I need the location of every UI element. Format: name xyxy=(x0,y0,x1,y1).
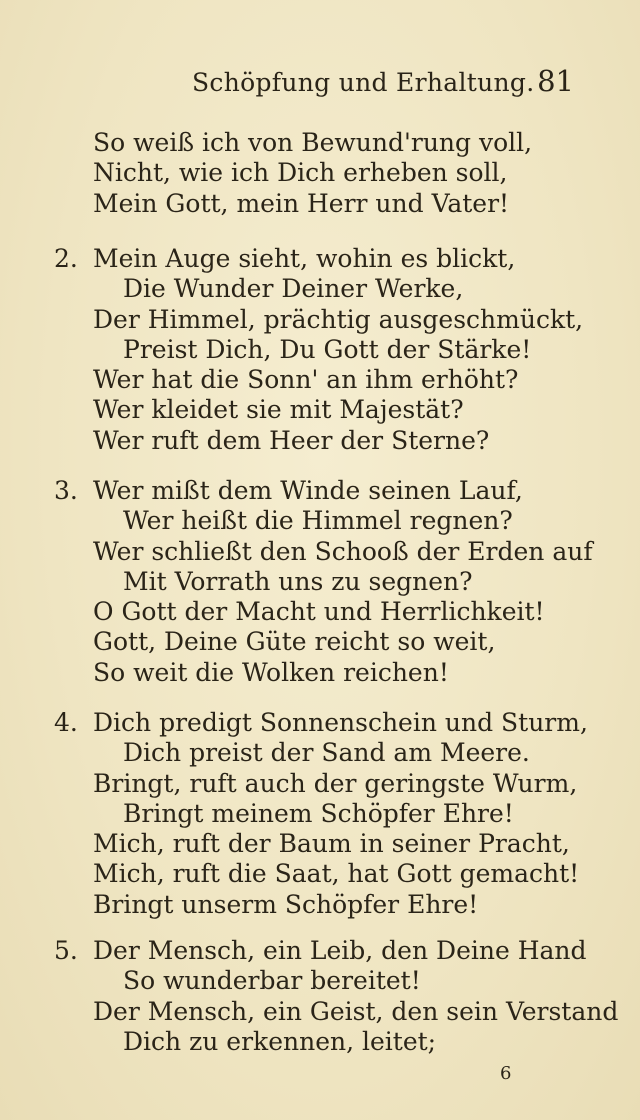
verse-line: Nicht, wie ich Dich erheben soll, xyxy=(93,158,508,188)
stanza-number: 4. xyxy=(54,708,78,737)
verse-line: Bringt unserm Schöpfer Ehre! xyxy=(93,889,479,919)
verse-line: Preist Dich, Du Gott der Stärke! xyxy=(123,334,532,364)
page-number: 81 xyxy=(537,64,574,98)
verse-line: 3. Wer mißt dem Winde seinen Lauf, xyxy=(54,476,523,505)
verse-line: O Gott der Macht und Herrlichkeit! xyxy=(93,597,545,627)
stanza-4 xyxy=(0,708,640,920)
stanza-number: 3. xyxy=(54,476,78,505)
stanza-3 xyxy=(0,476,640,688)
verse-line: So weiß ich von Bewund'rung voll, xyxy=(93,128,533,157)
verse-line: Wer kleidet sie mit Majestät? xyxy=(93,395,464,425)
verse-line: Der Mensch, ein Geist, den sein Verstand xyxy=(93,996,619,1026)
verse-line: Bringt meinem Schöpfer Ehre! xyxy=(123,798,514,828)
stanza-5 xyxy=(0,936,640,1057)
signature-mark: 6 xyxy=(500,1063,512,1084)
stanza-2 xyxy=(0,244,640,456)
verse-line: Mit Vorrath uns zu segnen? xyxy=(123,566,473,596)
verse-line: Wer hat die Sonn' an ihm erhöht? xyxy=(93,365,519,395)
running-title: Schöpfung und Erhaltung. xyxy=(192,68,535,97)
verse-line: Bringt, ruft auch der geringste Wurm, xyxy=(93,768,578,798)
verse-line: Dich preist der Sand am Meere. xyxy=(123,738,530,768)
stanza-number: 5. xyxy=(54,936,78,965)
verse-line: Der Himmel, prächtig ausgeschmückt, xyxy=(93,304,584,334)
verse-line: Wer ruft dem Heer der Sterne? xyxy=(93,425,490,455)
verse-line: Mich, ruft die Saat, hat Gott gemacht! xyxy=(93,859,580,889)
verse-line: So wunderbar bereitet! xyxy=(123,966,421,996)
verse-line: Wer heißt die Himmel regnen? xyxy=(123,506,513,536)
stanza-number: 2. xyxy=(54,244,78,273)
stanza-continuation xyxy=(0,128,640,219)
verse-line: 2. Mein Auge sieht, wohin es blickt, xyxy=(54,244,516,273)
verse-line: Mein Gott, mein Herr und Vater! xyxy=(93,188,510,218)
verse-line: Gott, Deine Güte reicht so weit, xyxy=(93,627,496,657)
verse-line: So weit die Wolken reichen! xyxy=(93,657,449,687)
page-header xyxy=(0,64,640,108)
verse-line: Dich zu erkennen, leitet; xyxy=(123,1026,437,1056)
verse-line: Die Wunder Deiner Werke, xyxy=(123,274,464,304)
verse-line: 5. Der Mensch, ein Leib, den Deine Hand xyxy=(54,936,587,965)
verse-line: Wer schließt den Schooß der Erden auf xyxy=(93,536,593,566)
verse-line: 4. Dich predigt Sonnenschein und Sturm, xyxy=(54,708,588,737)
verse-line: Mich, ruft der Baum in seiner Pracht, xyxy=(93,829,570,859)
